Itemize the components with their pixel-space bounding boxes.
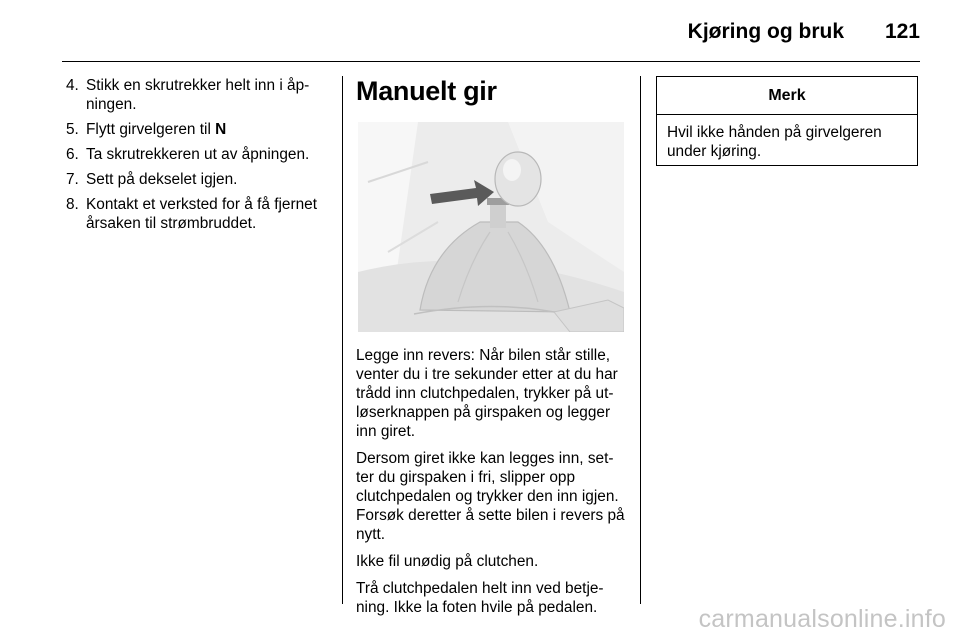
step-text: Ta skrutrekkeren ut av åpningen. <box>86 146 310 163</box>
paragraph-pedal: Trå clutchpedalen helt inn ved betje-ning. Ikke la foten hvile på pedalen. <box>356 580 604 616</box>
step-number: 6. <box>66 146 79 163</box>
column-divider-left <box>342 76 343 604</box>
step-number: 7. <box>66 171 79 188</box>
gear-position-label: N <box>215 121 227 138</box>
step-text <box>86 120 328 139</box>
paragraph-reverse: Legge inn revers: Når bilen står stille, venter du i tre sekunder etter at du har trådd inn clutchpedalen, trykker på ut-løserknappen på girspaken og legger inn giret. <box>356 347 618 440</box>
step-text-main: Flytt girvelgeren til <box>86 121 216 138</box>
step-item <box>66 170 328 189</box>
step-number: 4. <box>66 77 79 94</box>
note-title: Merk <box>657 77 917 115</box>
step-item <box>66 76 328 114</box>
column-divider-right <box>640 76 641 604</box>
step-number: 5. <box>66 121 79 138</box>
paragraph-clutch: Ikke fil unødig på clutchen. <box>356 553 539 570</box>
note-box <box>656 76 918 166</box>
step-item <box>66 195 328 233</box>
gear-lever-illustration <box>358 122 624 332</box>
page-number: 121 <box>884 20 920 43</box>
step-text: Kontakt et verksted for å få fjernet årsaken til strømbruddet. <box>86 196 317 232</box>
step-text: Sett på dekselet igjen. <box>86 171 238 188</box>
page-header <box>62 18 920 62</box>
step-number: 8. <box>66 196 79 213</box>
step-item <box>66 145 328 164</box>
step-text: Stikk en skrutrekker helt inn i åp-ningen. <box>86 77 310 113</box>
section-heading: Manuelt gir <box>356 76 497 106</box>
note-text: Hvil ikke hånden på girvelgeren under kjøring. <box>667 124 882 160</box>
paragraph-retry: Dersom giret ikke kan legges inn, set-ter du girspaken i fri, slipper opp clutchpedalen og trykker den inn igjen. Forsøk deretter å sette bilen i revers på nytt. <box>356 450 625 543</box>
header-title: Kjøring og bruk <box>687 20 844 43</box>
steps-column <box>66 76 328 239</box>
manual-gear-section <box>356 76 626 625</box>
step-item <box>66 120 328 139</box>
watermark: carmanualsonline.info <box>698 605 946 633</box>
